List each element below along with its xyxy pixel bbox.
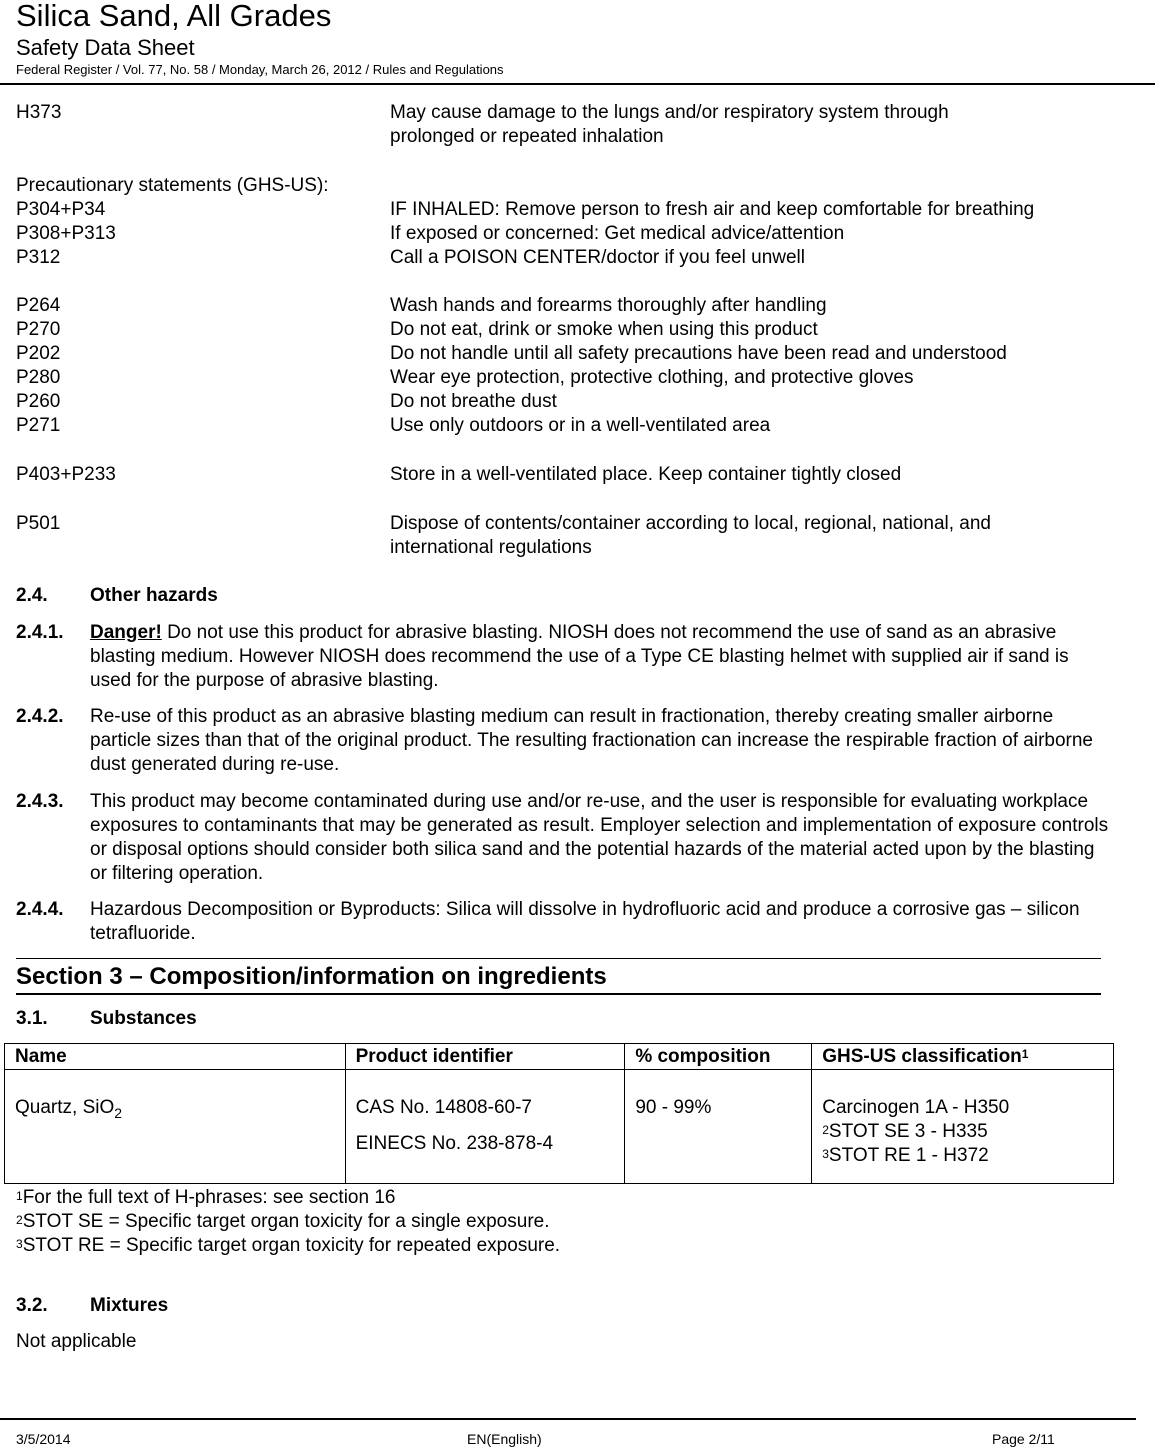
hazard-item-number: 2.4.1. <box>16 622 64 643</box>
footer-divider <box>0 1418 1136 1420</box>
footnote: $^2$STOT SE = Specific target organ toxicity for a single exposure. <box>16 1211 550 1232</box>
table-row <box>5 1070 1114 1184</box>
footnote: $^1$For the full text of H-phrases: see section 16 <box>16 1187 396 1208</box>
mixtures-text: Not applicable <box>16 1331 137 1352</box>
footer-page-number: Page 2/11 <box>992 1431 1055 1447</box>
precaution-text: Call a POISON CENTER/doctor if you feel unwell <box>390 247 805 268</box>
cell-classification: Carcinogen 1A - H350 $^2$STOT SE 3 - H335 $^3$STOT RE 1 - H372 <box>812 1070 1114 1184</box>
hazard-item-text: Danger! Do not use this product for abrasive blasting. NIOSH does not recommend the use of sand as an abrasive blasting medium. However NIOSH does recommend the use of a Type CE blasting helmet with supplied air if sand is used for the purpose of abrasive blasting. <box>90 622 1069 691</box>
composition-table <box>4 1043 1114 1184</box>
precaution-text: Do not handle until all safety precautions have been read and understood <box>390 343 1007 364</box>
federal-register-line: Federal Register / Vol. 77, No. 58 / Monday, March 26, 2012 / Rules and Regulations <box>16 62 504 77</box>
precaution-text: Wash hands and forearms thoroughly after handling <box>390 295 827 316</box>
precaution-code: P403+P233 <box>16 464 116 485</box>
precaution-code: P260 <box>16 391 61 412</box>
section-rule-top <box>16 958 1101 959</box>
hazard-text: May cause damage to the lungs and/or respiratory system through <box>390 102 949 123</box>
subsection-number: 3.1. <box>16 1008 48 1029</box>
column-header: % composition <box>625 1044 812 1070</box>
precaution-text: If exposed or concerned: Get medical advice/attention <box>390 223 845 244</box>
hazard-item-number: 2.4.4. <box>16 899 64 920</box>
section-rule-bottom <box>16 993 1101 995</box>
footer-date: 3/5/2014 <box>16 1431 71 1447</box>
precaution-code: P304+P34 <box>16 199 106 220</box>
precautionary-heading: Precautionary statements (GHS-US): <box>16 175 329 196</box>
precaution-text: IF INHALED: Remove person to fresh air and keep comfortable for breathing <box>390 199 1035 220</box>
hazard-code: H373 <box>16 102 62 123</box>
hazard-item-text: Re-use of this product as an abrasive blasting medium can result in fractionation, thereby creating smaller airborne particle sizes than that of the original product. The resulting fractionation can increase the respirable fraction of airborne dust generated during re-use. <box>90 706 1093 775</box>
hazard-item-number: 2.4.2. <box>16 706 64 727</box>
precaution-code: P308+P313 <box>16 223 116 244</box>
footer-language: EN(English) <box>467 1431 542 1447</box>
column-header: Name <box>5 1044 346 1070</box>
precaution-text: Dispose of contents/container according to local, regional, national, and <box>390 513 991 534</box>
precaution-code: P280 <box>16 367 61 388</box>
precaution-code: P271 <box>16 415 61 436</box>
header-divider <box>0 83 1155 85</box>
precaution-text: Do not eat, drink or smoke when using this product <box>390 319 818 340</box>
danger-label: Danger! <box>90 622 162 643</box>
precaution-text: Store in a well-ventilated place. Keep container tightly closed <box>390 464 902 485</box>
table-header-row <box>5 1044 1114 1070</box>
precaution-text: Use only outdoors or in a well-ventilated area <box>390 415 771 436</box>
document-subtitle: Safety Data Sheet <box>16 35 195 60</box>
cell-composition: 90 - 99% <box>625 1070 812 1184</box>
subsection-heading: Substances <box>90 1008 197 1029</box>
hazard-item-number: 2.4.3. <box>16 791 64 812</box>
precaution-code: P270 <box>16 319 61 340</box>
column-header: Product identifier <box>345 1044 625 1070</box>
hazard-text-cont: prolonged or repeated inhalation <box>390 126 664 147</box>
precaution-code: P264 <box>16 295 61 316</box>
document-title: Silica Sand, All Grades <box>16 0 332 33</box>
subsection-heading: Mixtures <box>90 1295 169 1316</box>
precaution-code: P202 <box>16 343 61 364</box>
hazard-item-text: Hazardous Decomposition or Byproducts: Silica will dissolve in hydrofluoric acid and produce a corrosive gas – silicon tetrafluoride. <box>90 899 1080 944</box>
column-header: GHS-US classification$^1$ <box>812 1044 1114 1070</box>
section-number: 2.4. <box>16 585 48 606</box>
cell-name: Quartz, SiO$_2$ <box>5 1070 346 1184</box>
hazard-item-text: This product may become contaminated during use and/or re-use, and the user is responsible for evaluating workplace exposures to contaminants that may be generated as result. Employer selection and implementation of exposure controls or disposal options should consider both silica sand and the potential hazards of the material acted upon by the blasting or filtering operation. <box>90 791 1109 884</box>
precaution-text-cont: international regulations <box>390 537 592 558</box>
precaution-text: Do not breathe dust <box>390 391 557 412</box>
precaution-code: P501 <box>16 513 61 534</box>
section-heading: Other hazards <box>90 585 218 606</box>
section-3-title: Section 3 – Composition/information on ingredients <box>16 963 607 990</box>
footnote: $^3$STOT RE = Specific target organ toxicity for repeated exposure. <box>16 1235 561 1256</box>
precaution-code: P312 <box>16 247 61 268</box>
cell-identifier: CAS No. 14808-60-7 EINECS No. 238-878-4 <box>345 1070 625 1184</box>
subsection-number: 3.2. <box>16 1295 48 1316</box>
precaution-text: Wear eye protection, protective clothing, and protective gloves <box>390 367 914 388</box>
